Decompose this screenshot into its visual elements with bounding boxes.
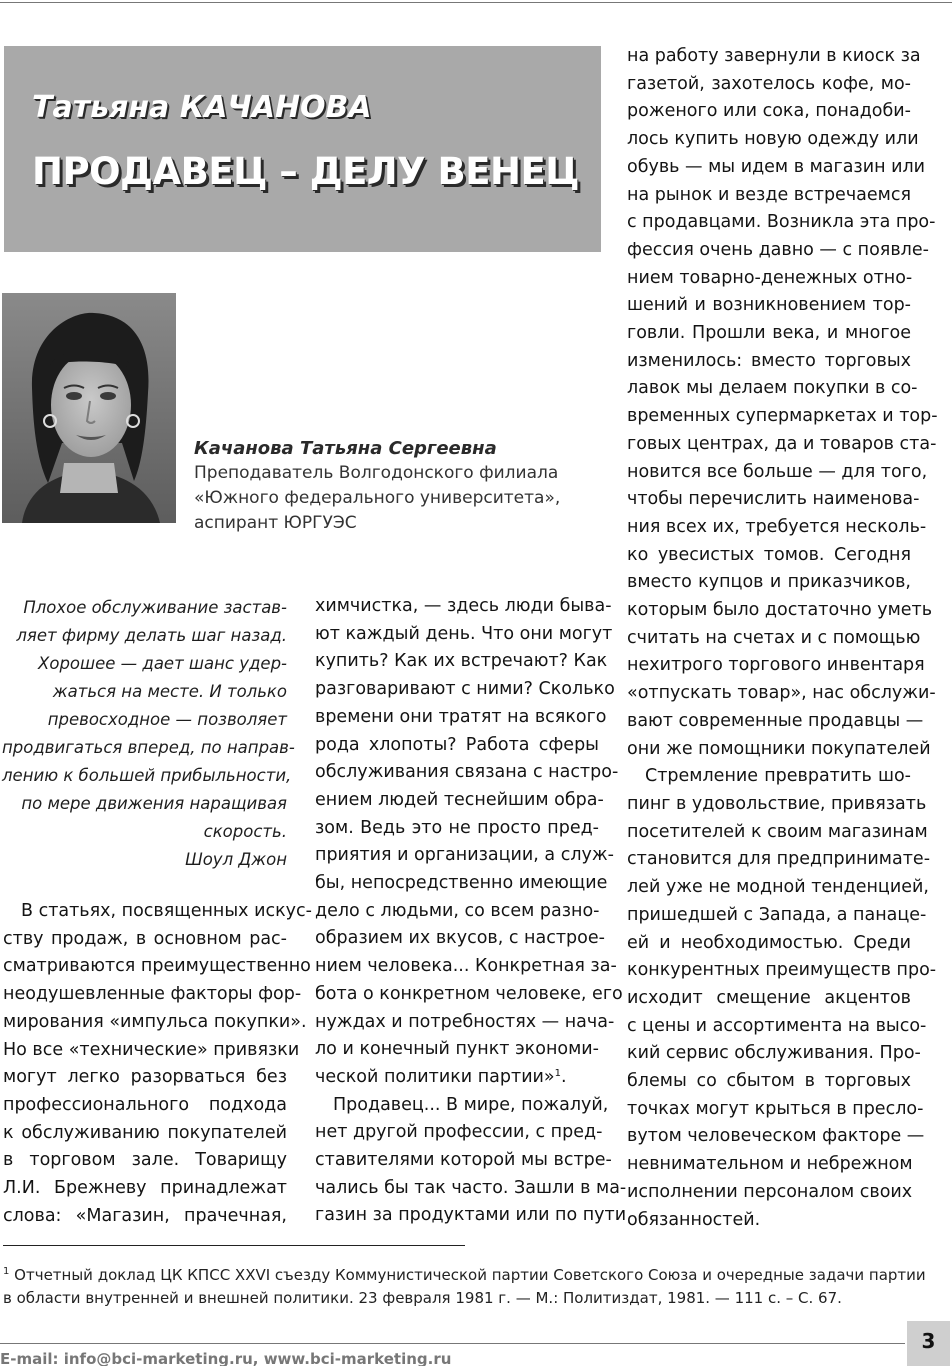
footnote-line: в области внутренней и внешней политики. 23 февраля 1981 г. — М.: Политиздат, 1981. — 111 с. – С. 67. — [3, 1289, 842, 1307]
text-line: чались бы так часто. Зашли в ма- — [315, 1177, 627, 1198]
text-line: В статьях, посвященных искус- — [21, 901, 312, 921]
text-line: Но все «технические» привязки — [3, 1039, 300, 1060]
text-line: газетой, захотелось кофе, мо- — [627, 73, 911, 94]
bottom-rule — [0, 1343, 905, 1344]
author-bio — [194, 436, 594, 536]
footer-contact: E-mail: info@bci-marketing.ru, www.bci-marketing.ru — [0, 1350, 452, 1366]
bio-name: Качанова Татьяна Сергеевна — [194, 438, 497, 459]
bio-line: аспирант ЮРГУЭС — [194, 513, 357, 533]
text-line: исполнении персоналом своих — [627, 1181, 913, 1202]
footnote-reference: 1 — [554, 1067, 562, 1079]
text-line: посетителей к своим магазинам — [627, 821, 928, 842]
page-number: 3 — [921, 1329, 936, 1353]
title-banner — [4, 46, 601, 252]
text-line: ей и необходимостью. Среди — [627, 932, 911, 953]
footnote-text: Отчетный доклад ЦК КПСС XXVI съезду Коммунистической партии Советского Союза и очередные задачи партии — [14, 1266, 926, 1284]
text-line: считать на счетах и с помощью — [627, 627, 921, 648]
text-line: ческой политики партии»$^1$. — [315, 1066, 567, 1087]
text-line: к обслуживанию покупателей — [3, 1122, 287, 1143]
text-line: Л.И. Брежневу принадлежат — [3, 1178, 287, 1199]
text-line: лось купить новую одежду или — [627, 129, 919, 150]
epigraph — [2, 594, 295, 874]
page-number-box — [907, 1321, 950, 1366]
text-line: ют каждый день. Что они могут — [315, 623, 613, 644]
text-line: нием товарно-денежных отно- — [627, 267, 913, 288]
bio-line: Преподаватель Волгодонского филиала — [194, 463, 559, 483]
text-line: дело с людьми, со всем разно- — [315, 900, 600, 921]
text-line: газин за продуктами или по пути — [315, 1205, 627, 1226]
text-line: говых центрах, да и товаров ста- — [627, 433, 937, 454]
text-column-1 — [3, 898, 312, 1230]
text-line: нет другой профессии, с пред- — [315, 1122, 603, 1143]
epigraph-line: скорость. — [203, 822, 287, 841]
text-line: вают современные продавцы — — [627, 710, 924, 731]
bio-line: «Южного федерального университета», — [194, 488, 561, 508]
epigraph-line: превосходное — позволяет — [47, 710, 287, 729]
text-line: кий сервис обслуживания. Про- — [627, 1043, 921, 1064]
text-line: точках могут крыться в пресло- — [627, 1098, 924, 1119]
text-line: обувь — мы идем в магазин или — [627, 156, 926, 177]
text-line: чтобы перечислить наименова- — [627, 489, 920, 510]
text-line: ением людей теснейшим обра- — [315, 789, 604, 810]
footnote-line — [3, 1264, 926, 1287]
text-line: блемы со сбытом в торговых — [627, 1071, 911, 1092]
text-line: бы, непосредственно имеющие — [315, 873, 608, 894]
text-line: роженого или сока, понадоби- — [627, 101, 911, 122]
epigraph-line: Хорошее — дает шанс удер- — [38, 654, 287, 673]
epigraph-line: лению к большей прибыльности, — [2, 766, 292, 785]
text-line: могут легко разорваться без — [3, 1067, 287, 1088]
text-column-2 — [315, 593, 627, 1230]
text-line: приятия и организации, а служ- — [315, 845, 614, 866]
text-line: Продавец... В мире, пожалуй, — [333, 1094, 609, 1115]
text-line: купить? Как их встречают? Как — [315, 651, 608, 672]
text-line: времени они тратят на всякого — [315, 706, 607, 727]
text-line: профессионального подхода — [3, 1094, 287, 1115]
text-line: пришедшей с Запада, а панаце- — [627, 904, 927, 925]
text-line: фессия очень давно — с появле- — [627, 239, 929, 260]
text-line: вместо купцов и приказчиков, — [627, 572, 911, 593]
footnote-rule — [3, 1245, 465, 1246]
text-line: образием их вкусов, с настрое- — [315, 928, 605, 949]
text-line: исходит смещение акцентов — [627, 987, 911, 1008]
text-line: с цены и ассортимента на высо- — [627, 1015, 927, 1036]
text-line: в торговом зале. Товарищу — [3, 1150, 287, 1171]
text-line: новится все больше — для того, — [627, 461, 928, 482]
text-line: ко увесистых томов. Сегодня — [627, 544, 911, 565]
text-line: бота о конкретном человеке, его — [315, 983, 623, 1004]
text-line: лавок мы делаем покупки в со- — [627, 378, 918, 399]
text-column-3 — [627, 43, 938, 1234]
text-line: нуждах и потребностях — нача- — [315, 1011, 615, 1032]
text-line: ло и конечный пункт экономи- — [315, 1039, 599, 1060]
text-line: изменилось: вместо торговых — [627, 350, 911, 371]
top-rule — [0, 2, 952, 3]
text-line: обязанностей. — [627, 1209, 761, 1230]
text-line: на рынок и везде встречаемся — [627, 184, 911, 205]
text-line: на работу завернули в киоск за — [627, 46, 921, 66]
text-line: невнимательном и небрежном — [627, 1154, 913, 1175]
epigraph-author: Шоул Джон — [185, 850, 287, 869]
epigraph-line: ляет фирму делать шаг назад. — [16, 626, 287, 645]
epigraph-line: продвигаться вперед, по направ- — [2, 738, 295, 757]
text-line: разговаривают с ними? Сколько — [315, 679, 615, 700]
text-line: пинг в удовольствие, привязать — [627, 793, 927, 814]
epigraph-line: по мере движения наращивая — [21, 794, 287, 813]
article-author: Татьяна КАЧАНОВА — [32, 90, 372, 125]
text-line: зом. Ведь это не просто пред- — [315, 817, 599, 838]
text-line: с продавцами. Возникла эта про- — [627, 212, 936, 233]
text-line: нехитрого торгового инвентаря — [627, 655, 925, 676]
text-line: лей уже не модной тенденцией, — [627, 877, 929, 898]
text-line: вутом человеческом факторе — — [627, 1126, 925, 1147]
text-line: они же помощники покупателей — [627, 738, 931, 759]
epigraph-line: жаться на месте. И только — [52, 682, 287, 701]
text-line: рода хлопоты? Работа сферы — [315, 734, 599, 755]
text-line: ставителями которой мы встре- — [315, 1150, 612, 1171]
text-line: «отпускать товар», нас обслужи- — [627, 683, 936, 704]
text-line: становится для предпринимате- — [627, 849, 931, 870]
text-line: неодушевленные факторы фор- — [3, 984, 302, 1005]
author-photo — [2, 293, 176, 523]
article-title: ПРОДАВЕЦ – ДЕЛУ ВЕНЕЦ — [32, 150, 580, 193]
epigraph-line: Плохое обслуживание застав- — [23, 598, 287, 617]
text-line: ния всех их, требуется несколь- — [627, 516, 927, 537]
text-line: сматриваются преимущественно — [3, 956, 311, 977]
text-line: слова: «Магазин, прачечная, — [3, 1205, 287, 1226]
text-line: Стремление превратить шо- — [645, 766, 911, 787]
text-line: говли. Прошли века, и многое — [627, 323, 911, 344]
text-line: химчистка, — здесь люди быва- — [315, 596, 612, 616]
text-line: обслуживания связана с настро- — [315, 762, 619, 783]
text-line: мирования «импульса покупки». — [3, 1011, 307, 1032]
text-line: временных супермаркетах и тор- — [627, 406, 938, 427]
footnote — [3, 1264, 926, 1310]
text-line: конкурентных преимуществ про- — [627, 960, 937, 981]
text-line: ству продаж, в основном рас- — [3, 928, 287, 949]
text-line: которым было достаточно уметь — [627, 600, 933, 621]
text-line: шений и возникновением тор- — [627, 295, 911, 316]
text-line: нием человека... Конкретная за- — [315, 956, 617, 977]
text-line-content: ческой политики партии» — [315, 1066, 555, 1087]
footnote-mark: 1 — [3, 1266, 10, 1277]
